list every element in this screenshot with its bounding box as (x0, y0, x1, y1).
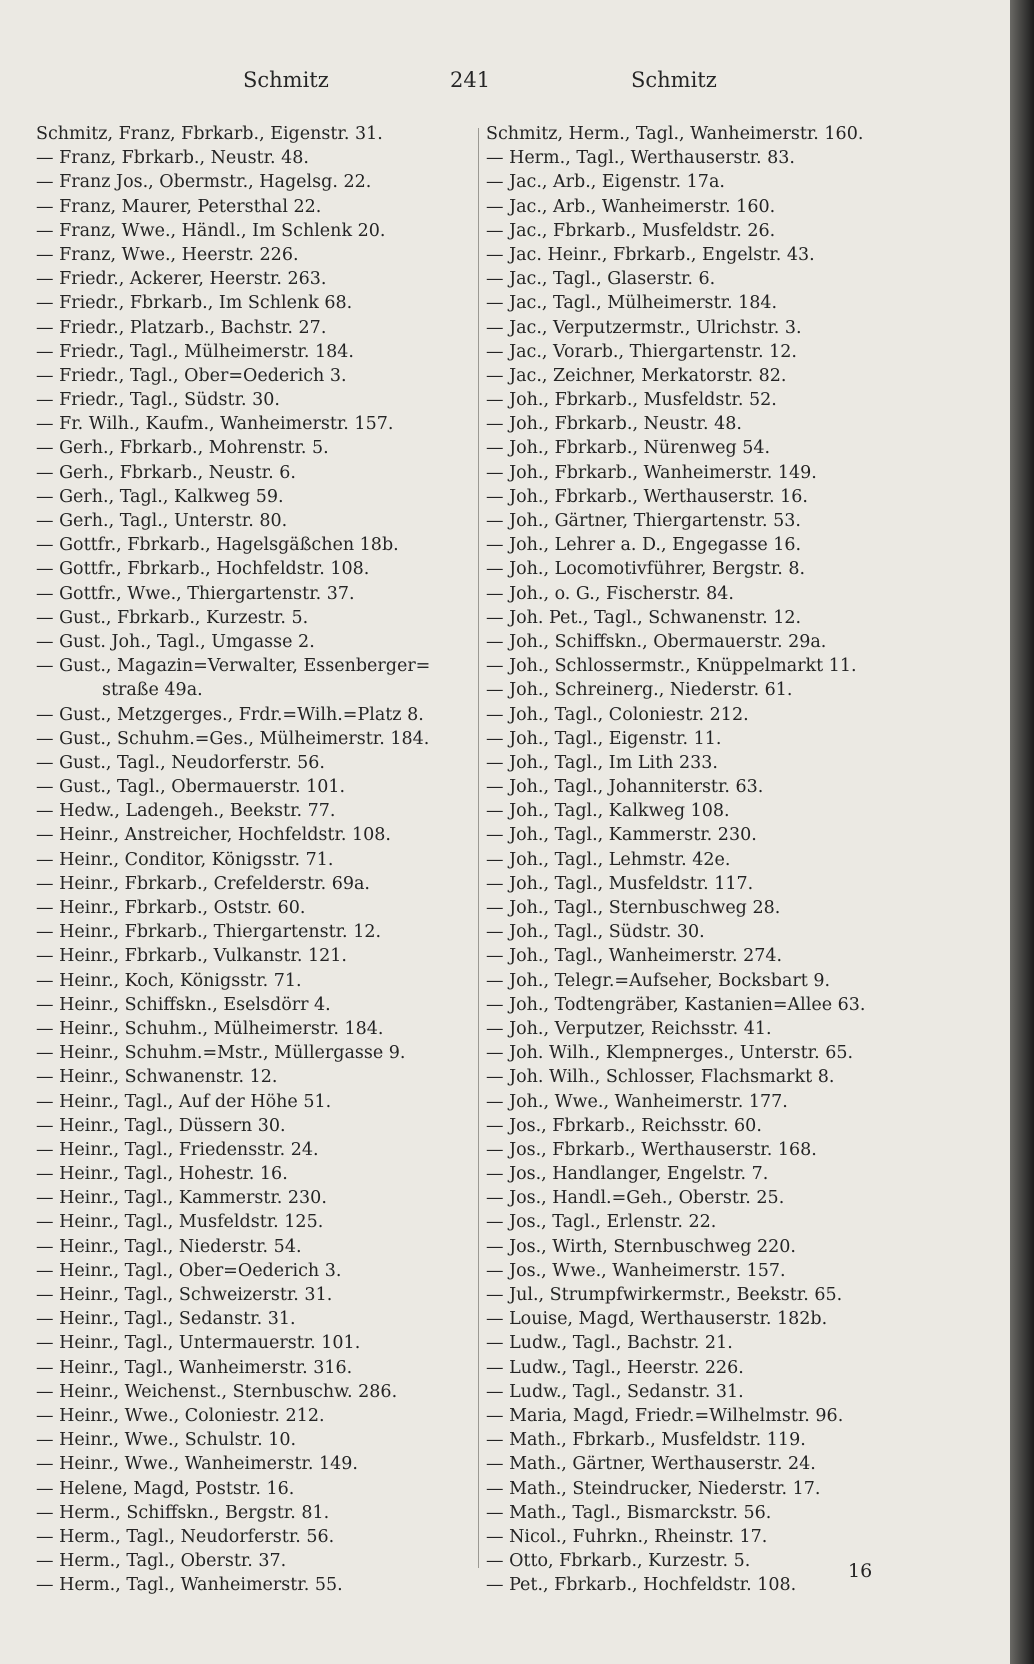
directory-entry: — Maria, Magd, Friedr.=Wilhelmstr. 96. (486, 1405, 844, 1426)
directory-entry: — Jac., Arb., Wanheimerstr. 160. (486, 196, 776, 217)
directory-entry: — Joh., Fbrkarb., Musfeldstr. 52. (486, 390, 777, 411)
directory-entry: — Jos., Handlanger, Engelstr. 7. (486, 1164, 769, 1185)
directory-entry: — Heinr., Tagl., Sedanstr. 31. (36, 1309, 296, 1330)
directory-entry: — Joh., Fbrkarb., Neustr. 48. (486, 414, 742, 435)
directory-entry: — Friedr., Platzarb., Bachstr. 27. (36, 317, 327, 338)
directory-entry: — Heinr., Tagl., Musfeldstr. 125. (36, 1212, 324, 1233)
directory-entry: — Joh., Schreinerg., Niederstr. 61. (486, 680, 793, 701)
directory-entry: — Joh., Fbrkarb., Werthauserstr. 16. (486, 486, 808, 507)
directory-entry: — Jac., Zeichner, Merkatorstr. 82. (486, 365, 787, 386)
directory-entry: — Joh., Tagl., Sternbuschweg 28. (486, 898, 781, 918)
directory-entry: — Joh., Verputzer, Reichsstr. 41. (486, 1018, 772, 1039)
directory-entry: — Gerh., Fbrkarb., Mohrenstr. 5. (36, 438, 329, 459)
directory-entry: — Jos., Fbrkarb., Werthauserstr. 168. (486, 1139, 817, 1160)
directory-entry: — Friedr., Tagl., Südstr. 30. (36, 390, 280, 411)
directory-entry: — Heinr., Schiffskn., Eselsdörr 4. (36, 994, 331, 1015)
directory-entry: straße 49a. (102, 680, 203, 701)
directory-entry: — Heinr., Wwe., Schulstr. 10. (36, 1430, 297, 1451)
directory-entry: — Heinr., Koch, Königsstr. 71. (36, 970, 302, 991)
right-column (486, 122, 956, 1597)
directory-entry: — Heinr., Tagl., Hohestr. 16. (36, 1164, 288, 1185)
directory-entry: — Heinr., Tagl., Düssern 30. (36, 1115, 286, 1136)
directory-entry: — Heinr., Tagl., Kammerstr. 230. (36, 1188, 327, 1209)
directory-entry: — Franz, Wwe., Händl., Im Schlenk 20. (36, 220, 386, 241)
directory-entry: — Jac., Fbrkarb., Musfeldstr. 26. (486, 220, 776, 241)
directory-entry: — Heinr., Conditor, Königsstr. 71. (36, 849, 334, 870)
directory-entry: — Joh., Wwe., Wanheimerstr. 177. (486, 1091, 788, 1112)
directory-entry: — Math., Gärtner, Werthauserstr. 24. (486, 1454, 816, 1475)
directory-entry: — Heinr., Fbrkarb., Thiergartenstr. 12. (36, 922, 382, 943)
directory-entry: — Louise, Magd, Werthauserstr. 182b. (486, 1309, 828, 1330)
directory-entry: — Helene, Magd, Poststr. 16. (36, 1478, 295, 1499)
directory-entry: — Heinr., Wwe., Wanheimerstr. 149. (36, 1454, 358, 1475)
directory-entry: — Gottfr., Fbrkarb., Hagelsgäßchen 18b. (36, 535, 399, 556)
directory-entry: — Heinr., Wwe., Coloniestr. 212. (36, 1405, 325, 1426)
header-left-keyword: Schmitz (243, 68, 329, 92)
directory-entry: — Jac., Arb., Eigenstr. 17a. (486, 172, 725, 193)
directory-entry: — Heinr., Tagl., Auf der Höhe 51. (36, 1091, 332, 1112)
directory-entry: — Heinr., Fbrkarb., Crefelderstr. 69a. (36, 873, 370, 894)
directory-entry: — Gottfr., Wwe., Thiergartenstr. 37. (36, 583, 355, 604)
directory-entry: — Ludw., Tagl., Bachstr. 21. (486, 1333, 733, 1354)
directory-entry: — Heinr., Weichenst., Sternbuschw. 286. (36, 1381, 398, 1402)
directory-entry: — Jac., Tagl., Glaserstr. 6. (486, 269, 716, 290)
directory-entry: — Jul., Strumpfwirkermstr., Beekstr. 65. (486, 1285, 843, 1305)
directory-entry: — Friedr., Tagl., Ober=Oederich 3. (36, 365, 347, 386)
directory-entry: — Math., Steindrucker, Niederstr. 17. (486, 1478, 821, 1499)
directory-entry: — Heinr., Tagl., Wanheimerstr. 316. (36, 1357, 353, 1378)
page-number: 241 (450, 68, 491, 92)
directory-entry: — Heinr., Tagl., Untermauerstr. 101. (36, 1333, 361, 1354)
directory-entry: — Jac., Tagl., Mülheimerstr. 184. (486, 293, 778, 314)
directory-entry: — Joh., Locomotivführer, Bergstr. 8. (486, 559, 806, 580)
directory-entry: — Joh., Schiffskn., Obermauerstr. 29a. (486, 631, 827, 652)
directory-entry: — Pet., Fbrkarb., Hochfeldstr. 108. (486, 1575, 797, 1596)
directory-entry: — Heinr., Schuhm., Mülheimerstr. 184. (36, 1018, 384, 1039)
directory-entry: — Gust., Magazin=Verwalter, Essenberger= (36, 656, 431, 677)
directory-entry: — Joh., Tagl., Lehmstr. 42e. (486, 849, 731, 870)
directory-entry: — Jos., Wwe., Wanheimerstr. 157. (486, 1260, 786, 1281)
directory-entry: — Joh., Tagl., Eigenstr. 11. (486, 728, 722, 749)
directory-entry: — Gust., Schuhm.=Ges., Mülheimerstr. 184. (36, 728, 430, 749)
directory-entry: — Heinr., Tagl., Ober=Oederich 3. (36, 1260, 342, 1281)
directory-entry: — Heinr., Anstreicher, Hochfeldstr. 108. (36, 825, 391, 846)
directory-entry: — Heinr., Schwanenstr. 12. (36, 1067, 278, 1088)
directory-entry: — Jos., Tagl., Erlenstr. 22. (486, 1212, 717, 1233)
directory-entry: — Heinr., Tagl., Friedensstr. 24. (36, 1139, 319, 1160)
directory-entry: — Joh., Tagl., Wanheimerstr. 274. (486, 946, 783, 967)
directory-entry: — Joh., Fbrkarb., Wanheimerstr. 149. (486, 462, 817, 483)
directory-entry: — Nicol., Fuhrkn., Rheinstr. 17. (486, 1526, 768, 1547)
directory-entry: — Gerh., Tagl., Unterstr. 80. (36, 511, 288, 531)
directory-entry: — Gerh., Fbrkarb., Neustr. 6. (36, 462, 296, 483)
directory-entry: — Math., Fbrkarb., Musfeldstr. 119. (486, 1430, 806, 1451)
directory-entry: — Friedr., Ackerer, Heerstr. 263. (36, 269, 327, 290)
directory-entry: — Heinr., Fbrkarb., Oststr. 60. (36, 898, 306, 918)
directory-entry: — Joh., o. G., Fischerstr. 84. (486, 583, 734, 604)
directory-entry: — Ludw., Tagl., Sedanstr. 31. (486, 1381, 744, 1402)
directory-entry: — Gust., Fbrkarb., Kurzestr. 5. (36, 607, 309, 628)
directory-entry: — Joh., Todtengräber, Kastanien=Allee 63. (486, 994, 866, 1015)
directory-entry: — Franz, Maurer, Petersthal 22. (36, 196, 322, 217)
directory-entry: — Franz, Wwe., Heerstr. 226. (36, 244, 299, 265)
directory-entry: — Jac., Verputzermstr., Ulrichstr. 3. (486, 317, 802, 338)
directory-entry: — Heinr., Fbrkarb., Vulkanstr. 121. (36, 946, 347, 967)
directory-entry: — Joh. Pet., Tagl., Schwanenstr. 12. (486, 607, 802, 628)
page-edge-shadow (1010, 0, 1034, 1664)
header-right-keyword: Schmitz (631, 68, 717, 92)
directory-entry: — Joh., Lehrer a. D., Engegasse 16. (486, 535, 802, 556)
directory-entry: — Joh., Schlossermstr., Knüppelmarkt 11. (486, 656, 857, 677)
directory-entry: — Gottfr., Fbrkarb., Hochfeldstr. 108. (36, 559, 370, 580)
directory-entry: — Herm., Tagl., Oberstr. 37. (36, 1551, 287, 1572)
directory-entry: — Joh., Tagl., Coloniestr. 212. (486, 704, 749, 725)
directory-entry: — Joh., Fbrkarb., Nürenweg 54. (486, 438, 771, 459)
directory-entry: — Heinr., Tagl., Schweizerstr. 31. (36, 1285, 333, 1305)
directory-entry: — Joh., Tagl., Kammerstr. 230. (486, 825, 757, 846)
directory-entry: — Joh., Gärtner, Thiergartenstr. 53. (486, 511, 801, 531)
directory-entry: — Friedr., Tagl., Mülheimerstr. 184. (36, 341, 354, 362)
directory-entry: — Joh. Wilh., Schlosser, Flachsmarkt 8. (486, 1067, 835, 1088)
directory-entry: — Friedr., Fbrkarb., Im Schlenk 68. (36, 293, 353, 314)
directory-entry: — Fr. Wilh., Kaufm., Wanheimerstr. 157. (36, 414, 394, 435)
directory-entry: — Jac., Vorarb., Thiergartenstr. 12. (486, 341, 797, 362)
directory-entry: — Otto, Fbrkarb., Kurzestr. 5. (486, 1551, 751, 1572)
directory-entry: — Jos., Fbrkarb., Reichsstr. 60. (486, 1115, 762, 1136)
directory-entry: — Joh. Wilh., Klempnerges., Unterstr. 65. (486, 1043, 854, 1064)
directory-entry: — Jac. Heinr., Fbrkarb., Engelstr. 43. (486, 244, 815, 265)
directory-entry: — Joh., Tagl., Südstr. 30. (486, 922, 705, 943)
directory-entry: — Herm., Tagl., Wanheimerstr. 55. (36, 1575, 343, 1596)
directory-entry: — Gust., Metzgerges., Frdr.=Wilh.=Platz 8. (36, 704, 424, 725)
directory-entry: Schmitz, Herm., Tagl., Wanheimerstr. 160. (486, 124, 864, 144)
left-column (36, 122, 476, 1597)
directory-entry: — Herm., Tagl., Werthauserstr. 83. (486, 148, 795, 169)
sheet-signature: 16 (848, 1560, 873, 1582)
directory-entry: — Franz, Fbrkarb., Neustr. 48. (36, 148, 309, 169)
directory-entry: — Heinr., Tagl., Niederstr. 54. (36, 1236, 302, 1257)
directory-entry: — Gust., Tagl., Neudorferstr. 56. (36, 752, 325, 773)
directory-entry: — Jos., Wirth, Sternbuschweg 220. (486, 1236, 796, 1257)
directory-entry: — Gust. Joh., Tagl., Umgasse 2. (36, 631, 315, 652)
directory-entry: — Herm., Tagl., Neudorferstr. 56. (36, 1526, 335, 1547)
directory-entry: — Joh., Tagl., Im Lith 233. (486, 752, 718, 773)
directory-entry: — Joh., Tagl., Johanniterstr. 63. (486, 777, 764, 798)
directory-entry: — Gerh., Tagl., Kalkweg 59. (36, 486, 284, 507)
directory-entry: — Heinr., Schuhm.=Mstr., Müllergasse 9. (36, 1043, 406, 1064)
directory-entry: — Joh., Telegr.=Aufseher, Bocksbart 9. (486, 970, 831, 991)
running-header (0, 68, 1010, 100)
directory-entry: — Jos., Handl.=Geh., Oberstr. 25. (486, 1188, 785, 1209)
directory-entry: — Franz Jos., Obermstr., Hagelsg. 22. (36, 172, 372, 193)
directory-entry: — Joh., Tagl., Musfeldstr. 117. (486, 873, 754, 894)
directory-entry: — Hedw., Ladengeh., Beekstr. 77. (36, 801, 336, 822)
directory-entry: Schmitz, Franz, Fbrkarb., Eigenstr. 31. (36, 124, 383, 144)
column-divider (478, 128, 479, 1568)
directory-entry: — Joh., Tagl., Kalkweg 108. (486, 801, 730, 822)
directory-entry: — Herm., Schiffskn., Bergstr. 81. (36, 1502, 330, 1523)
directory-entry: — Ludw., Tagl., Heerstr. 226. (486, 1357, 744, 1378)
directory-entry: — Gust., Tagl., Obermauerstr. 101. (36, 777, 346, 798)
directory-entry: — Math., Tagl., Bismarckstr. 56. (486, 1502, 772, 1523)
